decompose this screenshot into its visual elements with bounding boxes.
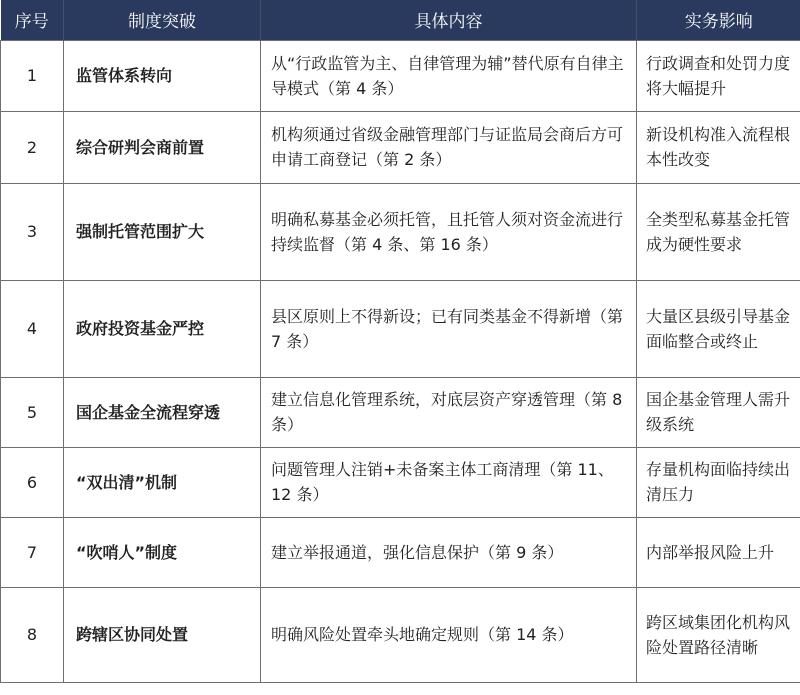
cell-impact: 内部举报风险上升 — [637, 517, 800, 587]
cell-num: 8 — [1, 587, 64, 682]
cell-name: “吹哨人”制度 — [64, 517, 261, 587]
table-row — [1, 111, 800, 183]
header-impact: 实务影响 — [684, 12, 753, 33]
table-row — [1, 183, 800, 280]
cell-name: 跨辖区协同处置 — [64, 587, 261, 682]
cell-content: 建立信息化管理系统，对底层资产穿透管理（第 8 条） — [261, 377, 637, 447]
cell-impact: 存量机构面临持续出清压力 — [637, 447, 800, 517]
cell-impact: 行政调查和处罚力度将大幅提升 — [637, 40, 800, 111]
header-content: 具体内容 — [261, 0, 637, 40]
cell-num: 6 — [1, 447, 64, 517]
header-row — [1, 0, 800, 40]
table-header — [1, 0, 800, 40]
table-row — [1, 280, 800, 377]
cell-impact: 新设机构准入流程根本性改变 — [637, 111, 800, 183]
cell-impact: 跨区域集团化机构风险处置路径清晰 — [637, 587, 800, 682]
cell-content: 从“行政监管为主、自律管理为辅”替代原有自律主导模式（第 4 条） — [261, 40, 637, 111]
cell-name: 强制托管范围扩大 — [64, 183, 261, 280]
cell-name: 综合研判会商前置 — [64, 111, 261, 183]
cell-impact: 大量区县级引导基金面临整合或终止 — [637, 280, 800, 377]
cell-impact: 国企基金管理人需升级系统 — [637, 377, 800, 447]
table-row — [1, 587, 800, 682]
cell-num: 7 — [1, 517, 64, 587]
cell-num: 3 — [1, 183, 64, 280]
table-row — [1, 517, 800, 587]
cell-content: 机构须通过省级金融管理部门与证监局会商后方可申请工商登记（第 2 条） — [261, 111, 637, 183]
cell-num: 5 — [1, 377, 64, 447]
cell-name: “双出清”机制 — [64, 447, 261, 517]
table-row — [1, 377, 800, 447]
cell-name: 监管体系转向 — [64, 40, 261, 111]
table-row — [1, 40, 800, 111]
cell-name: 国企基金全流程穿透 — [64, 377, 261, 447]
cell-content: 问题管理人注销+未备案主体工商清理（第 11、12 条） — [261, 447, 637, 517]
cell-content: 明确风险处置牵头地确定规则（第 14 条） — [261, 587, 637, 682]
cell-num: 2 — [1, 111, 64, 183]
cell-num: 4 — [1, 280, 64, 377]
cell-impact: 全类型私募基金托管成为硬性要求 — [637, 183, 800, 280]
cell-content: 明确私募基金必须托管，且托管人须对资金流进行持续监督（第 4 条、第 16 条） — [261, 183, 637, 280]
header-name: 制度突破 — [64, 0, 261, 40]
table-row — [1, 447, 800, 517]
header-num: 序号 — [1, 0, 64, 40]
cell-name: 政府投资基金严控 — [64, 280, 261, 377]
cell-num: 1 — [1, 40, 64, 111]
cell-content: 建立举报通道，强化信息保护（第 9 条） — [261, 517, 637, 587]
cell-content: 县区原则上不得新设；已有同类基金不得新增（第 7 条） — [261, 280, 637, 377]
table-body — [1, 40, 800, 682]
